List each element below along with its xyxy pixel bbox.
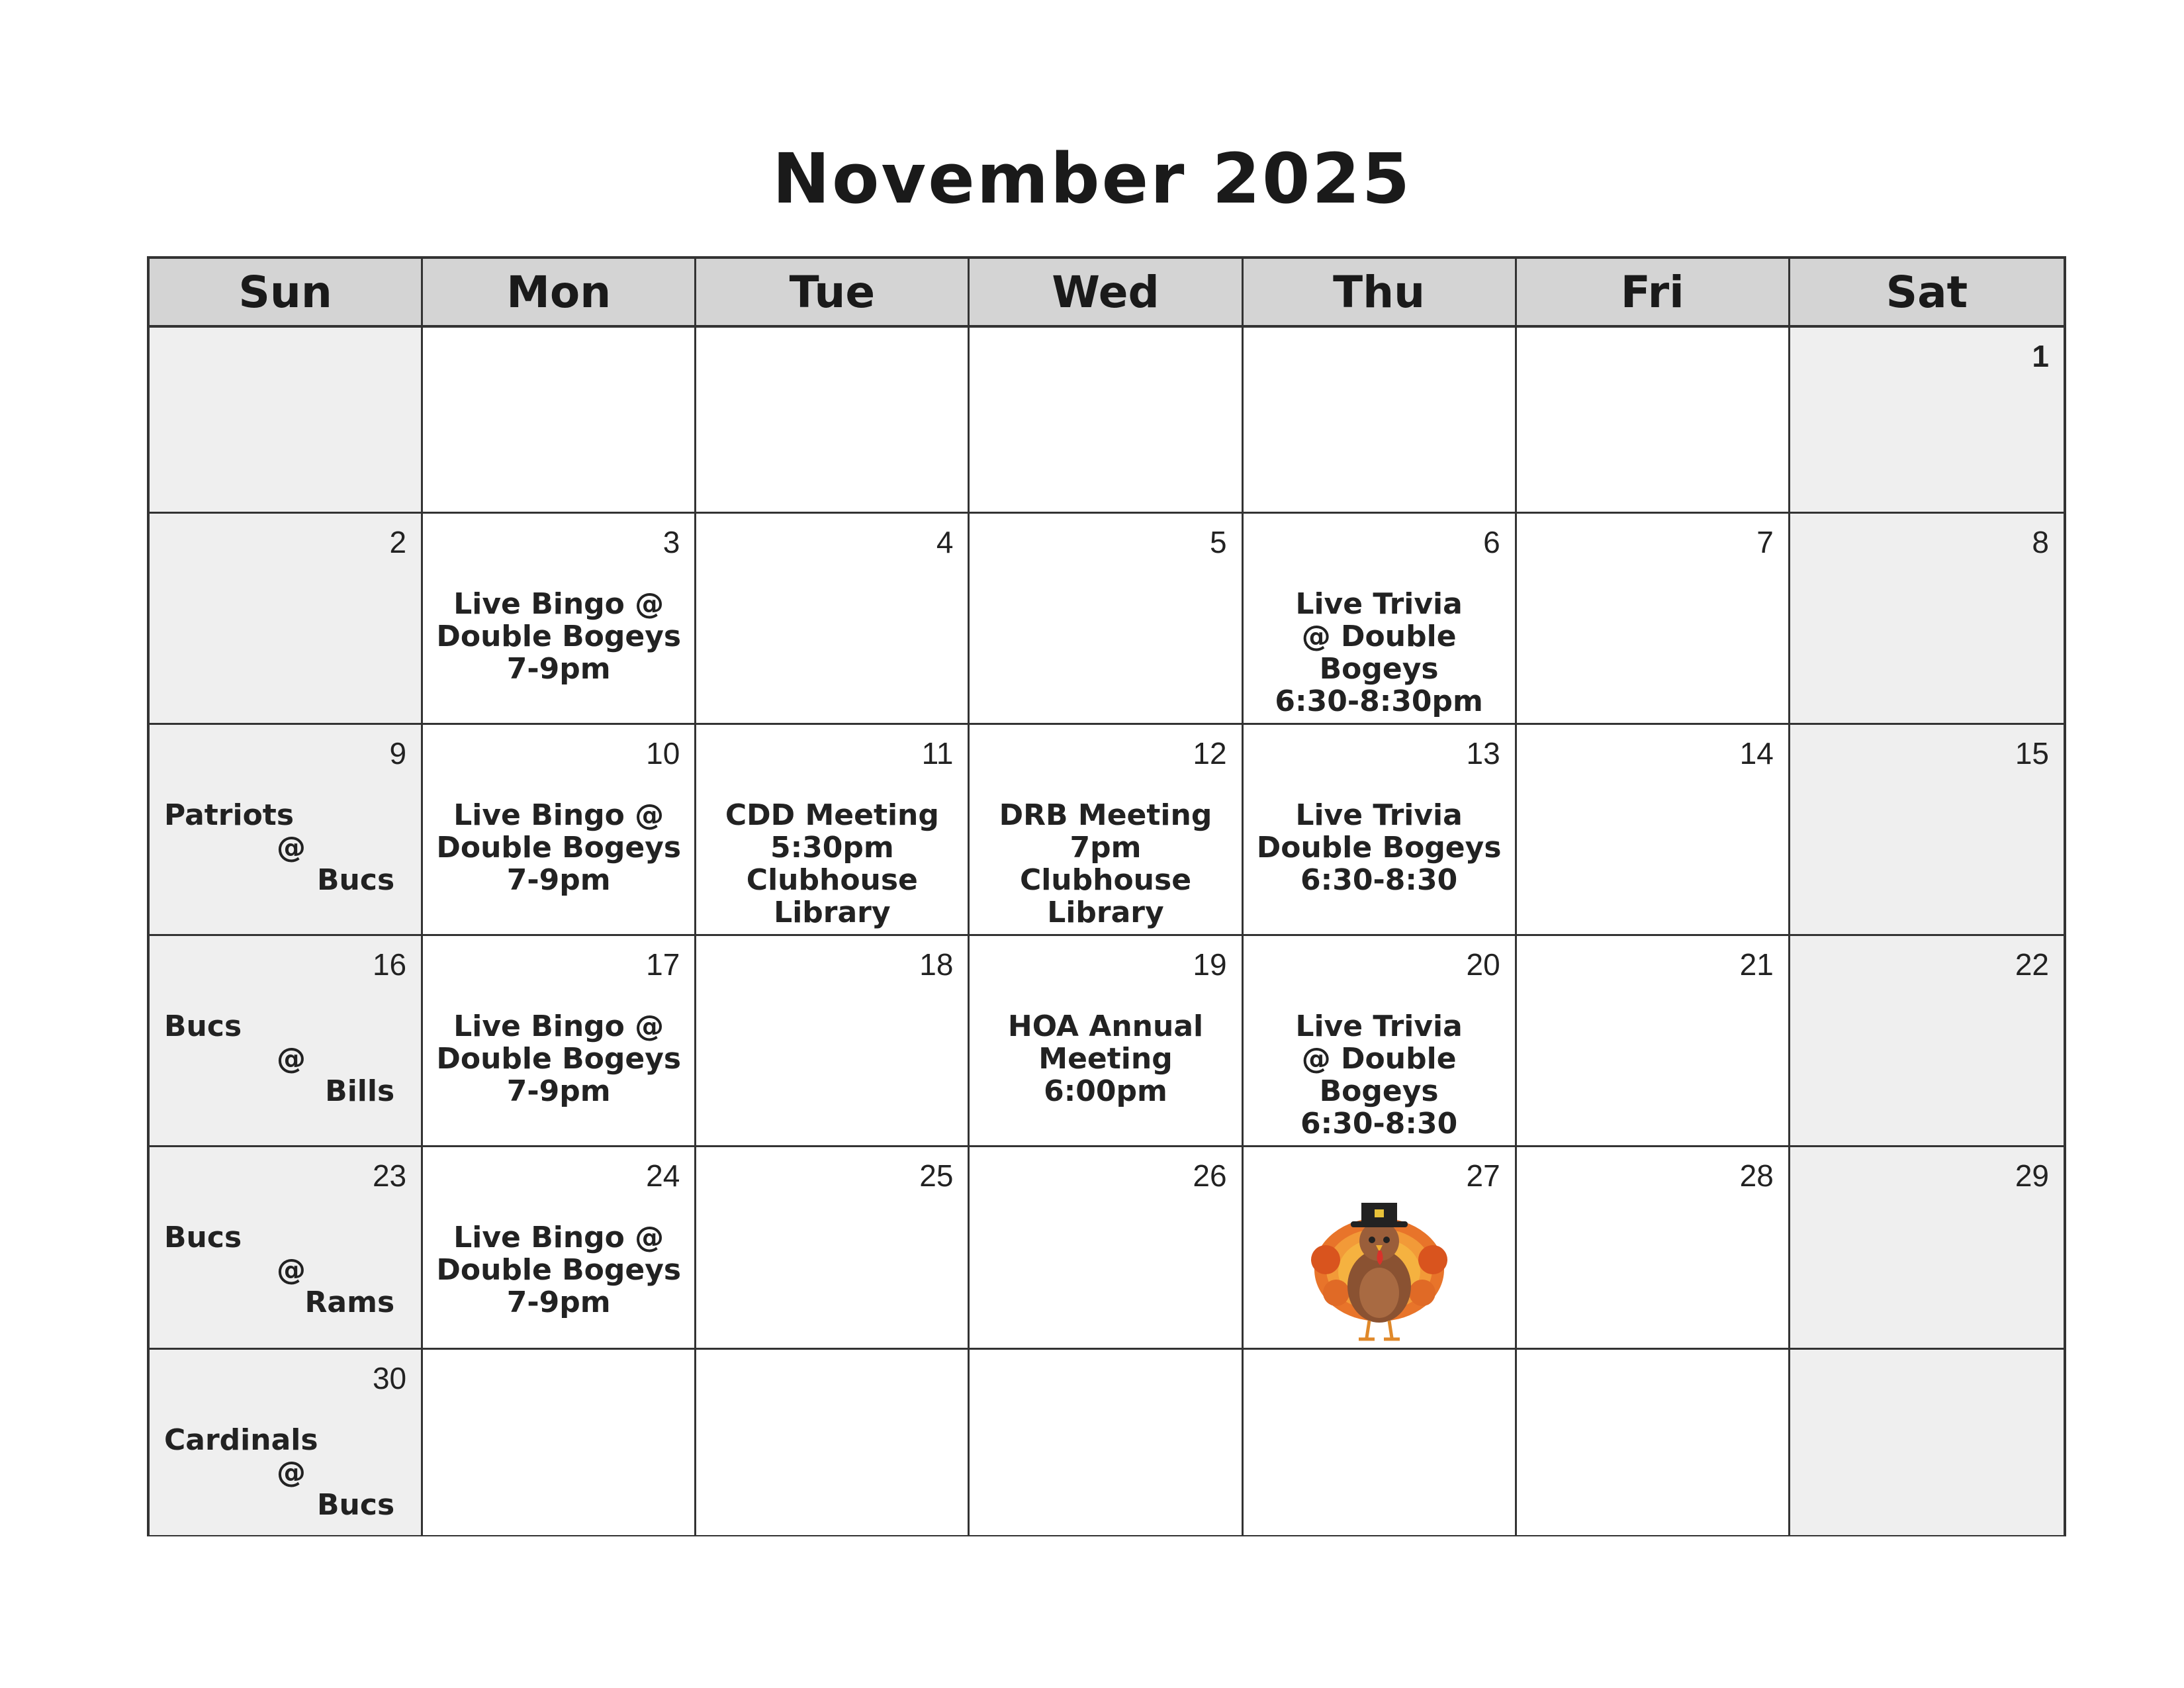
day-cell — [150, 514, 423, 725]
event-line: Live Bingo @ — [453, 1009, 664, 1043]
event-text — [423, 1221, 694, 1319]
day-number: 10 — [646, 736, 680, 771]
day-cell — [1790, 725, 2064, 936]
day-cell — [970, 514, 1243, 725]
event-line: Library — [1047, 896, 1164, 929]
game-at-sign: @ — [277, 831, 306, 865]
event-line: Bogeys — [1319, 652, 1439, 686]
day-number: 3 — [662, 525, 680, 559]
calendar-title: November 2025 — [772, 138, 1412, 219]
day-number: 20 — [1466, 947, 1500, 982]
event-text — [1244, 1010, 1515, 1140]
game-team-home: Bills — [325, 1074, 395, 1108]
day-cell — [1790, 1350, 2064, 1535]
event-line: Meeting — [1038, 1042, 1173, 1076]
event-line: 7-9pm — [506, 1286, 611, 1319]
day-number: 22 — [2015, 947, 2049, 982]
game-team-away: Bucs — [164, 1009, 242, 1043]
day-number: 19 — [1193, 947, 1227, 982]
day-number: 6 — [1483, 525, 1500, 559]
day-cell — [970, 725, 1243, 936]
day-number: 1 — [2032, 339, 2049, 373]
event-line: Double Bogeys — [436, 831, 682, 865]
day-cell — [150, 725, 423, 936]
event-line: @ Double — [1301, 620, 1457, 653]
weekday-header-sat: Sat — [1790, 259, 2064, 328]
day-cell — [1517, 725, 1790, 936]
weekday-header-sun: Sun — [150, 259, 423, 328]
event-line: 6:30-8:30 — [1300, 1107, 1458, 1141]
game-at-sign: @ — [277, 1253, 306, 1287]
day-number: 5 — [1209, 525, 1227, 559]
event-line: 7-9pm — [506, 863, 611, 897]
event-line: Clubhouse — [1019, 863, 1192, 897]
event-line: 7-9pm — [506, 1074, 611, 1108]
game-at-sign: @ — [277, 1042, 306, 1076]
day-cell — [150, 1147, 423, 1350]
event-line: Live Bingo @ — [453, 587, 664, 621]
day-number: 17 — [646, 947, 680, 982]
day-number: 7 — [1756, 525, 1774, 559]
event-line: 6:30-8:30 — [1300, 863, 1458, 897]
event-line: @ Double — [1301, 1042, 1457, 1076]
event-line: 7pm — [1069, 831, 1142, 865]
event-text — [423, 588, 694, 685]
day-cell — [423, 1147, 696, 1350]
day-cell — [970, 936, 1243, 1147]
event-line: Live Trivia — [1295, 587, 1463, 621]
game-team-away: Patriots — [164, 798, 295, 832]
day-cell — [970, 328, 1243, 514]
day-number: 26 — [1193, 1158, 1227, 1193]
day-cell — [423, 1350, 696, 1535]
day-cell — [1244, 1350, 1517, 1535]
day-number: 12 — [1193, 736, 1227, 771]
day-cell — [970, 1350, 1243, 1535]
event-line: Clubhouse — [746, 863, 918, 897]
event-text — [970, 1010, 1241, 1107]
weekday-header-tue: Tue — [696, 259, 970, 328]
day-cell — [1244, 328, 1517, 514]
day-cell — [696, 936, 970, 1147]
day-cell — [696, 514, 970, 725]
day-cell — [1517, 1147, 1790, 1350]
day-cell — [423, 936, 696, 1147]
game-matchup — [164, 1221, 394, 1319]
event-line: Bogeys — [1319, 1074, 1439, 1108]
game-at-sign: @ — [277, 1456, 306, 1489]
game-team-home: Rams — [304, 1286, 395, 1319]
day-number: 29 — [2015, 1158, 2049, 1193]
day-number: 28 — [1739, 1158, 1774, 1193]
event-text — [1244, 799, 1515, 896]
day-cell — [970, 1147, 1243, 1350]
day-cell — [1790, 936, 2064, 1147]
day-number: 23 — [372, 1158, 407, 1193]
day-cell — [1244, 725, 1517, 936]
day-cell — [1790, 514, 2064, 725]
event-line: Live Trivia — [1295, 1009, 1463, 1043]
day-number: 9 — [389, 736, 407, 771]
day-cell — [1244, 1147, 1517, 1350]
event-line: Live Bingo @ — [453, 1221, 664, 1254]
game-matchup — [164, 1424, 394, 1521]
weekday-header-thu: Thu — [1244, 259, 1517, 328]
day-number: 24 — [646, 1158, 680, 1193]
day-cell — [696, 1147, 970, 1350]
day-cell — [1244, 936, 1517, 1147]
day-cell — [1790, 1147, 2064, 1350]
event-line: HOA Annual — [1007, 1009, 1204, 1043]
event-line: 7-9pm — [506, 652, 611, 686]
day-cell — [1517, 1350, 1790, 1535]
event-line: 6:30-8:30pm — [1275, 684, 1483, 718]
game-team-away: Bucs — [164, 1221, 242, 1254]
day-number: 18 — [919, 947, 954, 982]
event-line: Double Bogeys — [436, 1042, 682, 1076]
event-line: 5:30pm — [770, 831, 894, 865]
day-number: 4 — [936, 525, 954, 559]
day-number: 21 — [1739, 947, 1774, 982]
event-text — [423, 799, 694, 896]
day-number: 13 — [1466, 736, 1500, 771]
day-number: 15 — [2015, 736, 2049, 771]
day-cell — [150, 936, 423, 1147]
day-number: 25 — [919, 1158, 954, 1193]
day-cell — [1517, 328, 1790, 514]
day-cell — [150, 328, 423, 514]
day-number: 30 — [372, 1361, 407, 1395]
day-number: 8 — [2032, 525, 2049, 559]
day-cell — [423, 725, 696, 936]
day-cell — [1244, 514, 1517, 725]
turkey-pilgrim-hat-icon — [1310, 1187, 1449, 1346]
game-team-away: Cardinals — [164, 1423, 318, 1457]
game-team-home: Bucs — [317, 863, 395, 897]
calendar-grid — [147, 256, 2066, 1536]
weekday-header-mon: Mon — [423, 259, 696, 328]
event-line: Double Bogeys — [1256, 831, 1502, 865]
day-cell — [423, 514, 696, 725]
day-number: 11 — [921, 736, 954, 771]
event-text — [696, 799, 968, 929]
day-number: 16 — [372, 947, 407, 982]
event-line: CDD Meeting — [725, 798, 939, 832]
day-number: 2 — [389, 525, 407, 559]
day-number: 14 — [1739, 736, 1774, 771]
event-line: DRB Meeting — [999, 798, 1212, 832]
event-text — [970, 799, 1241, 929]
day-cell — [696, 1350, 970, 1535]
day-cell — [150, 1350, 423, 1535]
game-matchup — [164, 1010, 394, 1107]
event-line: 6:00pm — [1044, 1074, 1167, 1108]
event-line: Double Bogeys — [436, 1253, 682, 1287]
day-cell — [696, 725, 970, 936]
event-line: Live Trivia — [1295, 798, 1463, 832]
event-line: Double Bogeys — [436, 620, 682, 653]
event-line: Library — [774, 896, 891, 929]
event-text — [1244, 588, 1515, 718]
day-cell — [696, 328, 970, 514]
day-number: 27 — [1466, 1158, 1500, 1193]
weekday-header-fri: Fri — [1517, 259, 1790, 328]
event-line: Live Bingo @ — [453, 798, 664, 832]
day-cell — [423, 328, 696, 514]
day-cell — [1517, 514, 1790, 725]
event-text — [423, 1010, 694, 1107]
game-matchup — [164, 799, 394, 896]
weekday-header-wed: Wed — [970, 259, 1243, 328]
day-cell — [1517, 936, 1790, 1147]
game-team-home: Bucs — [317, 1488, 395, 1522]
day-cell — [1790, 328, 2064, 514]
